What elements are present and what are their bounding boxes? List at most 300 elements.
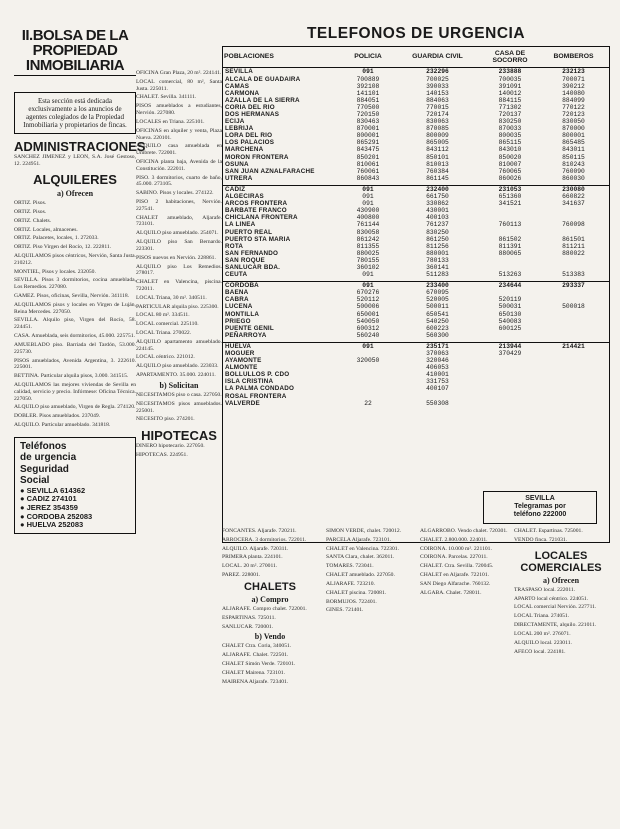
list-item: SEVILLA. Pisos 3 dormitorios, cocina amueblada, Los Remedios. 227080. — [14, 277, 136, 291]
list-item: DOBLER. Pisos amueblados. 237049. — [14, 413, 101, 420]
table-cell: 830063 — [426, 118, 449, 126]
table-cell: 870085 — [426, 125, 449, 133]
table-cell: CORIA DEL RIO — [225, 103, 275, 111]
tel-row-text: JEREZ 354359 — [26, 503, 78, 513]
list-item: SEVILLA. Alquilo piso, Virgen del Rocío, 58. 224451. — [14, 317, 136, 331]
table-cell: PUERTO STA MARIA — [225, 235, 291, 243]
table-cell: MONTILLA — [225, 310, 260, 318]
table-cell: 232123 — [538, 68, 609, 76]
list-item: APARTAMENTO. 35.000. 224011. — [136, 372, 216, 379]
table-row — [223, 139, 609, 146]
list-item: LOCAL comercial Nervión. 227711. — [514, 604, 597, 611]
table-cell: 861502 — [498, 235, 522, 243]
table-cell: 233400 — [393, 282, 482, 290]
list-item: ALJARAFE. 723210. — [326, 580, 375, 587]
table-cell — [482, 364, 538, 371]
table-cell: 390033 — [426, 82, 449, 90]
table-cell: LUCENA — [225, 303, 253, 311]
list-item: CHALET Simón Verde. 720101. — [222, 660, 296, 667]
table-row — [223, 161, 609, 168]
list-item: ALQUILO piso San Bernardo. 223301. — [136, 239, 222, 252]
list-item: CASA. Amueblada, seis dormitorios, 45.000. 225751. — [14, 333, 136, 340]
table-cell: 513383 — [562, 271, 585, 279]
table-cell: 230080 — [538, 185, 609, 193]
table-row — [223, 168, 609, 175]
table-cell: 770015 — [426, 103, 449, 111]
table-cell: CHICLANA FRONTERA — [225, 214, 298, 222]
list-item: DIRECTAMENTE, alquilo. 221011. — [514, 622, 597, 629]
table-cell: 810243 — [562, 160, 585, 168]
table-row — [223, 318, 609, 325]
table-row — [223, 83, 609, 90]
table-cell: CABRA — [225, 296, 249, 304]
tel-title-3: Seguridad — [20, 463, 69, 475]
table-cell — [343, 378, 393, 385]
list-item: AFECO local. 224181. — [514, 648, 566, 655]
table-cell: CEUTA — [225, 271, 248, 279]
list-item: CHALET en Valencina. 722301. — [326, 545, 399, 552]
table-cell: 843475 — [356, 146, 380, 154]
list-item: ALQUILO. Aljarafe. 720311. — [222, 545, 289, 552]
table-cell: 811391 — [498, 242, 522, 250]
table-cell: 091 — [343, 185, 393, 193]
chalets-vendo-list — [222, 643, 318, 685]
table-cell: 780133 — [426, 256, 449, 264]
list-item: LOCAL 200 m². 276071. — [514, 630, 571, 637]
table-row — [223, 296, 609, 303]
table-cell — [538, 289, 609, 296]
table-cell: 650130 — [498, 310, 522, 318]
table-cell: 091 — [362, 271, 374, 279]
table-cell — [538, 385, 609, 392]
table-cell: MOGUER — [225, 350, 255, 357]
table-cell: 720123 — [562, 111, 585, 118]
table-cell: 865485 — [562, 139, 585, 147]
table-cell: LA LINEA — [225, 221, 256, 229]
sevilla-box-line-2: Telegramas por — [514, 502, 566, 510]
table-cell: 560300 — [426, 331, 449, 339]
table-cell: 770500 — [356, 103, 380, 111]
table-cell: 800009 — [426, 132, 449, 140]
table-cell: 700071 — [562, 75, 585, 83]
table-cell: CORDOBA — [223, 282, 343, 290]
table-cell: 865291 — [356, 139, 380, 147]
list-item: ALJARAFE. Compro chalet. 722001. — [222, 605, 307, 612]
table-cell: OSUNA — [225, 160, 249, 168]
table-row — [223, 282, 609, 290]
col-header-bomberos: BOMBEROS — [538, 47, 609, 68]
bottom-col-a — [222, 528, 318, 687]
list-item: CHALET amueblado, Aljarafe. 723101. — [136, 214, 222, 228]
list-item: LOCAL comercial, 80 m², Santa Justa. 225011. — [136, 78, 222, 92]
list-item: PARCELA Aljarafe. 723101. — [326, 536, 392, 543]
table-cell: 780155 — [356, 256, 380, 264]
list-item: ORTIZ. Chalets. — [14, 217, 52, 224]
table-cell: 540050 — [356, 317, 380, 325]
table-cell: ARCOS FRONTERA — [225, 200, 288, 208]
list-item: VENDO finca. 721031. — [514, 536, 568, 543]
table-cell: 293337 — [538, 282, 609, 290]
table-cell — [538, 357, 609, 364]
table-cell: ALGECIRAS — [225, 193, 264, 201]
table-cell: 865005 — [426, 139, 449, 147]
list-item: LOCAL comercial. 225110. — [136, 321, 199, 328]
table-row — [223, 289, 609, 296]
list-item: LOCALES en Triana. 225101. — [136, 118, 205, 125]
table-cell: 760065 — [498, 167, 522, 175]
table-row — [223, 257, 609, 264]
table-row — [223, 76, 609, 83]
table-cell: 661750 — [426, 193, 449, 201]
table-row — [223, 90, 609, 97]
table-cell: 870033 — [498, 125, 522, 133]
table-cell: PUERTO REAL — [225, 228, 273, 236]
table-row — [223, 193, 609, 200]
table-cell: 520112 — [356, 296, 380, 304]
urgency-table — [223, 47, 609, 407]
table-cell: VALVERDE — [225, 399, 260, 407]
table-cell — [482, 264, 538, 271]
bullet-icon: ● — [20, 503, 27, 513]
table-cell — [538, 350, 609, 357]
table-cell — [538, 371, 609, 378]
table-cell: 600223 — [426, 324, 449, 332]
list-item: NECESITO piso. 274201. — [136, 416, 195, 423]
middle-column — [136, 70, 222, 460]
bottom-col-b — [326, 528, 414, 616]
table-cell: ECIJA — [225, 118, 245, 126]
table-cell: 391091 — [498, 82, 522, 90]
table-cell — [538, 332, 609, 339]
tel-title-4: Social — [20, 475, 50, 487]
list-item: ALQUILO piso Los Remedios. 278017. — [136, 263, 222, 277]
table-row — [223, 132, 609, 139]
table-cell — [482, 385, 538, 392]
list-item: CHALET en Aljarafe. 722101. — [420, 572, 490, 579]
table-cell: MORON FRONTERA — [225, 153, 289, 161]
table-cell: 850201 — [356, 153, 380, 161]
tel-row — [20, 521, 130, 530]
table-row — [223, 393, 609, 400]
table-cell: 800035 — [498, 132, 522, 140]
tel-row-text: CORDOBA 252083 — [26, 511, 93, 521]
list-item: ALQUILO piso amueblado, Virgen de Regla. 274120. — [14, 404, 136, 411]
table-row — [223, 111, 609, 118]
table-cell: 830058 — [356, 228, 380, 236]
table-cell: 760061 — [356, 167, 380, 175]
table-cell: 800001 — [356, 132, 380, 140]
table-cell: 761144 — [356, 221, 380, 229]
table-cell: 860030 — [562, 174, 585, 182]
list-item: COIRONA. 10.000 m². 221101. — [420, 545, 492, 552]
sevilla-telegram-box — [483, 491, 597, 524]
table-cell — [482, 214, 538, 221]
list-item: PISO. 3 dormitorios, cuarto de baño, 45.000. 273105. — [136, 174, 222, 188]
table-cell: 140012 — [498, 89, 522, 97]
table-cell: 771302 — [498, 103, 522, 111]
table-header-row — [223, 47, 609, 68]
list-item: ORTIZ. Locales, almacenes. — [14, 226, 78, 233]
list-item: ORTIZ. Pisos. — [14, 208, 47, 215]
list-item: TOMARES. 723041. — [326, 563, 374, 570]
table-cell: 830050 — [562, 118, 585, 126]
list-item: ALGABA. Chalet. 728011. — [420, 589, 482, 596]
table-cell: 320046 — [426, 357, 449, 365]
table-cell — [538, 229, 609, 236]
table-cell: 400103 — [426, 214, 449, 222]
table-cell: 091 — [362, 200, 374, 208]
table-cell: 861501 — [562, 235, 585, 243]
table-cell: 232296 — [393, 68, 482, 76]
table-cell: ALMONTE — [225, 364, 258, 372]
solicitan-subtitle: b) Solicitan — [159, 380, 199, 390]
table-cell: SAN FERNANDO — [225, 249, 279, 257]
table-row — [223, 221, 609, 228]
tel-row-text: HUELVA 252083 — [26, 520, 84, 530]
list-item: ALQUILO. Particular amueblado. 341818. — [14, 422, 111, 429]
alquileres-list — [14, 200, 136, 429]
list-item: LOCAL. 20 m². 270011. — [222, 563, 278, 570]
table-cell: 770122 — [562, 103, 585, 111]
table-cell: 235171 — [393, 342, 482, 350]
table-row — [223, 146, 609, 153]
locales-subtitle: a) Ofrecen — [542, 575, 580, 585]
table-cell: CAMAS — [225, 82, 250, 90]
table-cell: 341521 — [498, 200, 522, 208]
alquileres-title: ALQUILERES — [33, 172, 117, 188]
col-header-guardia: GUARDIA CIVIL — [393, 47, 482, 68]
table-cell: 430001 — [426, 207, 449, 215]
list-item: ESPARTINAS. 725011. — [222, 614, 276, 621]
table-cell: 500006 — [356, 303, 380, 311]
list-item: SAN Diego Alfarache. 760132. — [420, 580, 491, 587]
table-cell: 843011 — [562, 146, 585, 154]
table-cell: 400800 — [356, 214, 380, 222]
table-cell: LORA DEL RIO — [225, 132, 273, 140]
table-cell: 500011 — [426, 303, 449, 311]
left-column — [14, 26, 146, 534]
table-row — [223, 118, 609, 125]
list-item: NECESITAMOS piso o casa. 227050. — [136, 391, 222, 398]
table-row — [223, 229, 609, 236]
table-cell: SAN JUAN AZNALFARACHE — [225, 167, 315, 175]
bullet-icon: ● — [20, 511, 27, 521]
table-cell: 600312 — [356, 324, 380, 332]
table-cell: 720174 — [426, 111, 449, 118]
list-item: CHALET amueblado. 227050. — [326, 572, 395, 579]
list-item: DINERO hipotecario. 227050. — [136, 442, 205, 449]
table-cell: 884051 — [356, 96, 380, 104]
table-cell: 670095 — [426, 289, 449, 297]
list-item: LOCAL céntrico. 221012. — [136, 354, 195, 361]
table-cell: MARCHENA — [225, 146, 264, 154]
urgency-table-body — [223, 68, 609, 407]
list-item: LOCAL Triana. 274051. — [514, 613, 570, 620]
table-cell: LOS PALACIOS — [225, 139, 275, 147]
table-cell: LA PALMA CONDADO — [225, 385, 295, 393]
table-cell: 880025 — [356, 249, 380, 257]
chalets-compro-list — [222, 606, 318, 630]
table-cell: 861242 — [356, 235, 380, 243]
table-cell: 884099 — [562, 96, 585, 104]
table-cell — [538, 264, 609, 271]
table-cell: 720137 — [498, 111, 522, 118]
list-item: ALGARROBO. Vendo chalet. 720301. — [420, 528, 508, 534]
table-cell: 720150 — [356, 111, 380, 118]
table-cell: 880022 — [562, 249, 585, 257]
tel-row-text: CADIZ 274101 — [26, 494, 77, 504]
list-item: PISOS amueblados, Avenida Argentina, 3. 222610. 225001. — [14, 357, 136, 371]
table-row — [223, 342, 609, 350]
list-item: CHALET. Ctra. Sevilla. 720045. — [420, 563, 494, 570]
table-cell — [538, 400, 609, 407]
list-item: FONCANTES. Aljarafe. 720211. — [222, 528, 297, 534]
table-cell: 700035 — [498, 75, 522, 83]
table-cell: LEBRIJA — [225, 125, 254, 133]
table-row — [223, 185, 609, 193]
notice-box — [14, 92, 136, 134]
col-b-ads — [326, 528, 414, 614]
table-cell — [482, 378, 538, 385]
chalets-sub-b: b) Vendo — [254, 632, 286, 642]
hipotecas-title: HIPOTECAS — [141, 428, 217, 444]
table-row — [223, 378, 609, 385]
table-cell: 811256 — [426, 242, 449, 250]
list-item: PISOS amueblados a estudiantes, Nervión. 227080. — [136, 103, 222, 117]
table-cell: 810061 — [356, 160, 380, 168]
table-cell: 870001 — [356, 125, 380, 133]
col-d-ads — [514, 528, 608, 544]
table-cell: 760384 — [426, 167, 449, 175]
table-cell: 500018 — [562, 303, 585, 311]
table-cell: 341637 — [562, 200, 585, 208]
list-item: ALQUILO piso amueblado. 223033. — [136, 363, 219, 370]
table-cell: 140153 — [426, 89, 449, 97]
table-cell: 811355 — [356, 242, 380, 250]
list-item: ORTIZ. Pisos. — [14, 200, 47, 207]
table-cell: AYAMONTE — [225, 357, 262, 365]
table-cell: 390212 — [562, 82, 585, 90]
section-title — [14, 26, 136, 76]
table-cell — [482, 289, 538, 296]
table-cell: PEÑARROYA — [225, 331, 267, 339]
table-cell: 850115 — [562, 153, 585, 161]
list-item: GINES. 721401. — [326, 607, 364, 614]
table-cell: 830250 — [498, 118, 522, 126]
table-cell: BOLLULLOS P. CDO — [225, 371, 290, 379]
table-cell: 843112 — [426, 146, 449, 154]
table-cell: SEVILLA — [223, 68, 343, 76]
table-row — [223, 154, 609, 161]
table-cell: 650001 — [356, 310, 380, 318]
table-cell — [538, 214, 609, 221]
table-cell: 810013 — [426, 160, 449, 168]
table-cell: 360102 — [356, 263, 380, 271]
table-cell: 410001 — [426, 371, 449, 379]
col-a-ads — [222, 528, 318, 579]
table-cell — [343, 371, 393, 378]
table-cell: 141101 — [356, 89, 380, 97]
table-row — [223, 200, 609, 207]
alquileres-subtitle: a) Ofrecen — [56, 189, 94, 199]
table-cell — [343, 350, 393, 357]
locales-title-1: LOCALES — [534, 549, 588, 562]
table-cell — [538, 318, 609, 325]
table-cell — [482, 207, 538, 214]
list-item: CHALET Ctra. Coria, 340051. — [222, 643, 292, 650]
list-item: ALQUILAMOS las mejores viviendas de Sevilla en calidad, servicio y precio. Infórmese: Oficina Técnica. 227050. — [14, 381, 136, 402]
list-item: CHALET Mairena. 723101. — [222, 669, 285, 676]
table-cell — [538, 311, 609, 318]
list-item: PISOS nuevos en Nervión. 228861. — [136, 254, 216, 261]
urgency-frame — [222, 46, 610, 543]
table-row — [223, 243, 609, 250]
list-item: OFICINA Gran Plaza, 20 m². 224141. — [136, 70, 222, 76]
list-item: APARTO local céntrico. 224051. — [514, 595, 589, 602]
table-cell — [538, 378, 609, 385]
table-cell: 500031 — [498, 303, 522, 311]
table-cell: 760098 — [562, 221, 585, 229]
table-cell: 700025 — [426, 75, 449, 83]
table-cell: 231053 — [482, 185, 538, 193]
list-item: PRIMERA planta. 224101. — [222, 554, 283, 561]
col-header-socorro: CASA DE SOCORRO — [482, 47, 538, 68]
table-cell: 233888 — [482, 68, 538, 76]
table-cell: 761237 — [426, 221, 449, 229]
list-item: OFICINA planta baja, Avenida de la Constitución. 222011. — [136, 158, 222, 172]
table-cell — [393, 393, 482, 400]
sevilla-box-line-3: teléfono 222000 — [513, 511, 567, 519]
table-cell: 360141 — [426, 263, 449, 271]
table-cell: 660822 — [562, 193, 585, 201]
table-cell: 232400 — [393, 185, 482, 193]
table-cell: 091 — [343, 68, 393, 76]
col-header-place: POBLACIONES — [223, 47, 343, 68]
table-row — [223, 250, 609, 257]
list-item: AMUEBLADO piso. Barriada del Tardón, 53.000. 225730. — [14, 341, 136, 355]
table-cell: 700889 — [356, 75, 380, 83]
table-cell: 830250 — [426, 228, 449, 236]
table-cell: 511283 — [426, 271, 449, 279]
table-cell: 540250 — [426, 317, 449, 325]
table-cell: UTRERA — [225, 174, 253, 182]
table-cell — [482, 393, 538, 400]
table-cell: CADIZ — [223, 185, 343, 193]
list-item: CHALET. Espartinas. 725001. — [514, 528, 583, 534]
table-cell: 670276 — [356, 289, 380, 297]
locales-title-2: COMERCIALES — [520, 561, 602, 574]
list-item: BORMUJOS. 722401. — [326, 598, 377, 605]
table-cell: PUENTE GENIL — [225, 324, 274, 332]
list-item: OFICINAS en alquiler y venta, Plaza Nueva. 220101. — [136, 127, 222, 141]
list-item: ALQUILO apartamento amueblado. 224145. — [136, 338, 222, 352]
table-row — [223, 357, 609, 364]
table-cell: 850101 — [426, 153, 449, 161]
table-cell: 800001 — [562, 132, 585, 140]
table-row — [223, 125, 609, 132]
table-cell: 850020 — [498, 153, 522, 161]
admin-title: ADMINISTRACIONES — [14, 139, 146, 155]
col-header-police: POLICIA — [343, 47, 393, 68]
table-row — [223, 104, 609, 111]
table-cell: 830463 — [356, 118, 380, 126]
list-item: ORTIZ. Piso Virgen del Rocío, 12. 222811. — [14, 244, 112, 251]
table-cell: 880065 — [498, 249, 522, 257]
table-cell: 880001 — [426, 249, 449, 257]
table-cell: 091 — [343, 282, 393, 290]
table-row — [223, 364, 609, 371]
table-row — [223, 236, 609, 243]
